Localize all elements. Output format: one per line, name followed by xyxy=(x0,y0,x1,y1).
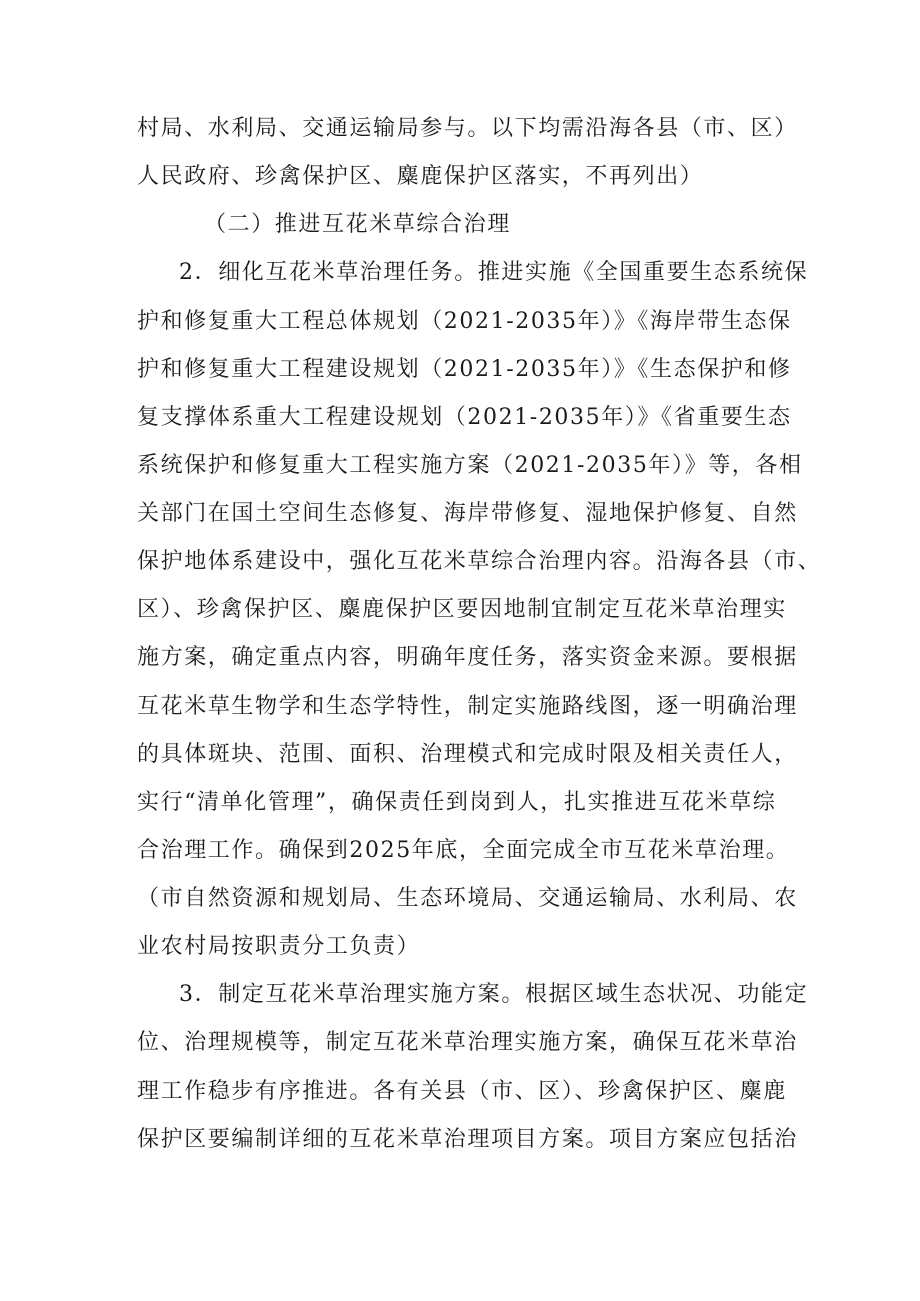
paragraph-2-line-5: 系统保护和修复重大工程实施方案（2021-2035年）》等，各相 xyxy=(137,453,803,478)
text-line-1: 村局、水利局、交通运输局参与。以下均需沿海各县（市、区） xyxy=(137,116,798,141)
paragraph-3-line-3: 理工作稳步有序推进。各有关县（市、区）、珍禽保护区、麋鹿 xyxy=(137,1079,787,1104)
paragraph-2-line-13: 合治理工作。确保到2025年底，全面完成全市互花米草治理。 xyxy=(137,838,790,863)
paragraph-2-line-14: （市自然资源和规划局、生态环境局、交通运输局、水利局、农 xyxy=(137,886,798,911)
text-line-2: 人民政府、珍禽保护区、麋鹿保护区落实，不再列出） xyxy=(137,164,704,189)
paragraph-2-line-15: 业农村局按职责分工负责） xyxy=(137,934,421,959)
paragraph-3-line-1: 3．制定互花米草治理实施方案。根据区域生态状况、功能定 xyxy=(179,982,809,1007)
paragraph-2-line-6: 关部门在国土空间生态修复、海岸带修复、湿地保护修复、自然 xyxy=(137,501,798,526)
paragraph-2-line-4: 复支撑体系重大工程建设规划（2021-2035年）》《省重要生态 xyxy=(137,405,792,430)
paragraph-3-line-2: 位、治理规模等，制定互花米草治理实施方案，确保互花米草治 xyxy=(137,1030,798,1055)
paragraph-2-line-11: 的具体斑块、范围、面积、治理模式和完成时限及相关责任人， xyxy=(137,742,798,767)
paragraph-2-line-10: 互花米草生物学和生态学特性，制定实施路线图，逐一明确治理 xyxy=(137,694,798,719)
paragraph-2-line-9: 施方案，确定重点内容，明确年度任务，落实资金来源。要根据 xyxy=(137,645,798,670)
paragraph-3-line-4: 保护区要编制详细的互花米草治理项目方案。项目方案应包括治 xyxy=(137,1127,798,1152)
paragraph-2-line-7: 保护地体系建设中，强化互花米草综合治理内容。沿海各县（市、 xyxy=(137,549,822,574)
paragraph-2-line-3: 护和修复重大工程建设规划（2021-2035年）》《生态保护和修 xyxy=(137,357,792,382)
paragraph-2-line-1: 2．细化互花米草治理任务。推进实施《全国重要生态系统保 xyxy=(179,260,809,285)
paragraph-2-line-8: 区）、珍禽保护区、麋鹿保护区要因地制宜制定互花米草治理实 xyxy=(137,597,787,622)
paragraph-2-line-12: 实行“清单化管理”，确保责任到岗到人，扎实推进互花米草综 xyxy=(137,790,777,815)
section-heading: （二）推进互花米草综合治理 xyxy=(204,212,511,237)
paragraph-2-line-2: 护和修复重大工程总体规划（2021-2035年）》《海岸带生态保 xyxy=(137,309,792,334)
